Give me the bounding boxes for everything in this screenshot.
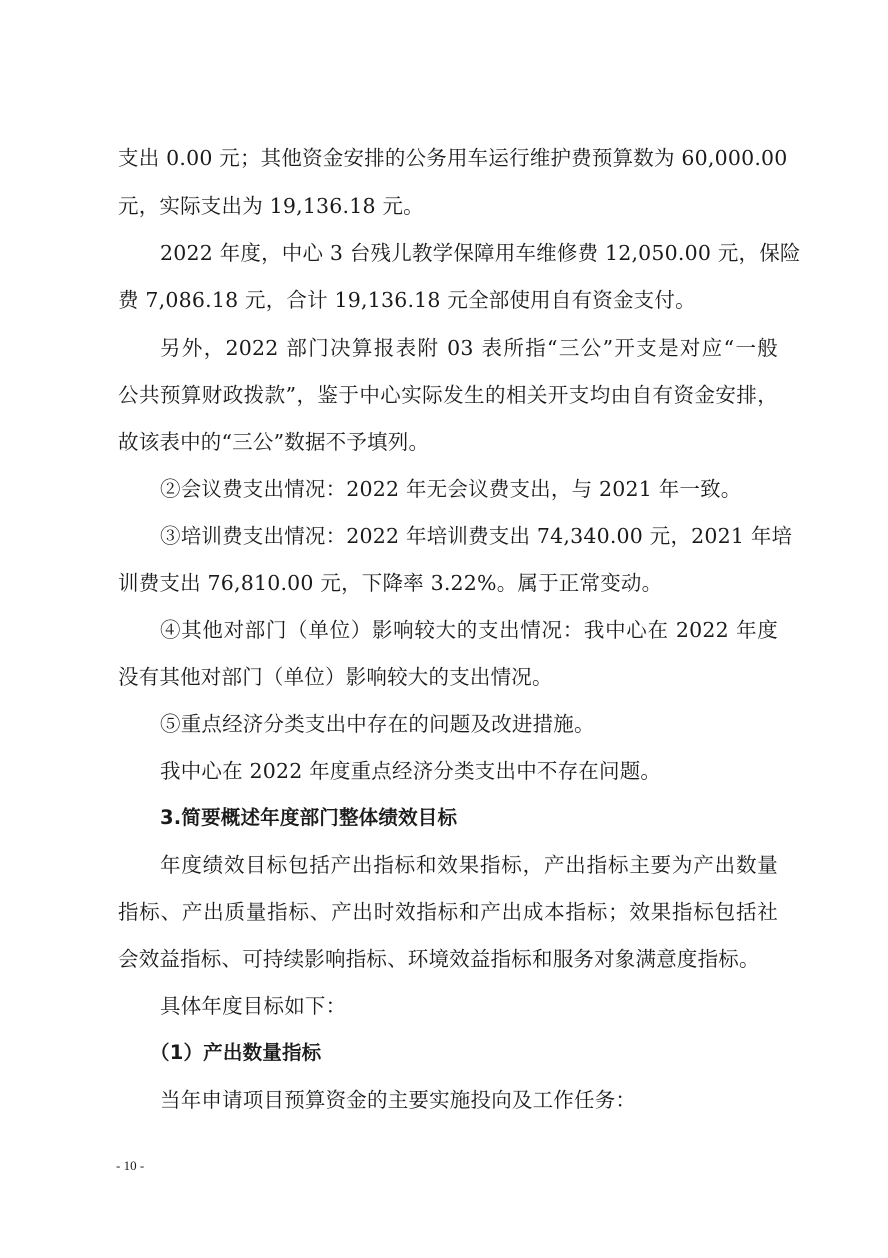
paragraph-line: 元，实际支出为 19,136.18 元。 (118, 194, 424, 218)
paragraph-line: 会效益指标、可持续影响指标、环境效益指标和服务对象满意度指标。 (118, 947, 760, 971)
paragraph-line: 费 7,086.18 元，合计 19,136.18 元全部使用自有资金支付。 (118, 288, 696, 312)
paragraph-line: 具体年度目标如下： (160, 994, 347, 1018)
paragraph-line: 公共预算财政拨款”，鉴于中心实际发生的相关开支均由自有资金安排， (118, 383, 778, 407)
paragraph-line: ⑤重点经济分类支出中存在的问题及改进措施。 (160, 712, 595, 736)
paragraph-line: 故该表中的“三公”数据不予填列。 (118, 430, 430, 454)
paragraph-line: 支出 0.00 元；其他资金安排的公务用车运行维护费预算数为 60,000.00 (118, 146, 788, 170)
subsection-heading: （1）产出数量指标 (150, 1041, 322, 1064)
paragraph-line: 2022 年度，中心 3 台残儿教学保障用车维修费 12,050.00 元，保险 (160, 241, 801, 265)
paragraph-line: 另外，2022 部门决算报表附 03 表所指“三公”开支是对应“一般 (160, 336, 778, 360)
paragraph-line: 指标、产出质量指标、产出时效指标和产出成本指标；效果指标包括社 (118, 900, 778, 924)
paragraph-line: 当年申请项目预算资金的主要实施投向及工作任务： (160, 1088, 637, 1112)
section-heading: 3.简要概述年度部门整体绩效目标 (160, 806, 458, 829)
paragraph-line: 我中心在 2022 年度重点经济分类支出中不存在问题。 (160, 759, 662, 783)
paragraph-line: ③培训费支出情况：2022 年培训费支出 74,340.00 元，2021 年培 (160, 524, 793, 548)
paragraph-line: ④其他对部门（单位）影响较大的支出情况：我中心在 2022 年度 (160, 618, 778, 642)
paragraph-line: ②会议费支出情况：2022 年无会议费支出，与 2021 年一致。 (160, 477, 742, 501)
paragraph-line: 年度绩效目标包括产出指标和效果指标，产出指标主要为产出数量 (160, 853, 778, 877)
page-number: - 10 - (116, 1158, 145, 1173)
paragraph-line: 训费支出 76,810.00 元，下降率 3.22%。属于正常变动。 (118, 571, 663, 595)
paragraph-line: 没有其他对部门（单位）影响较大的支出情况。 (118, 665, 553, 689)
